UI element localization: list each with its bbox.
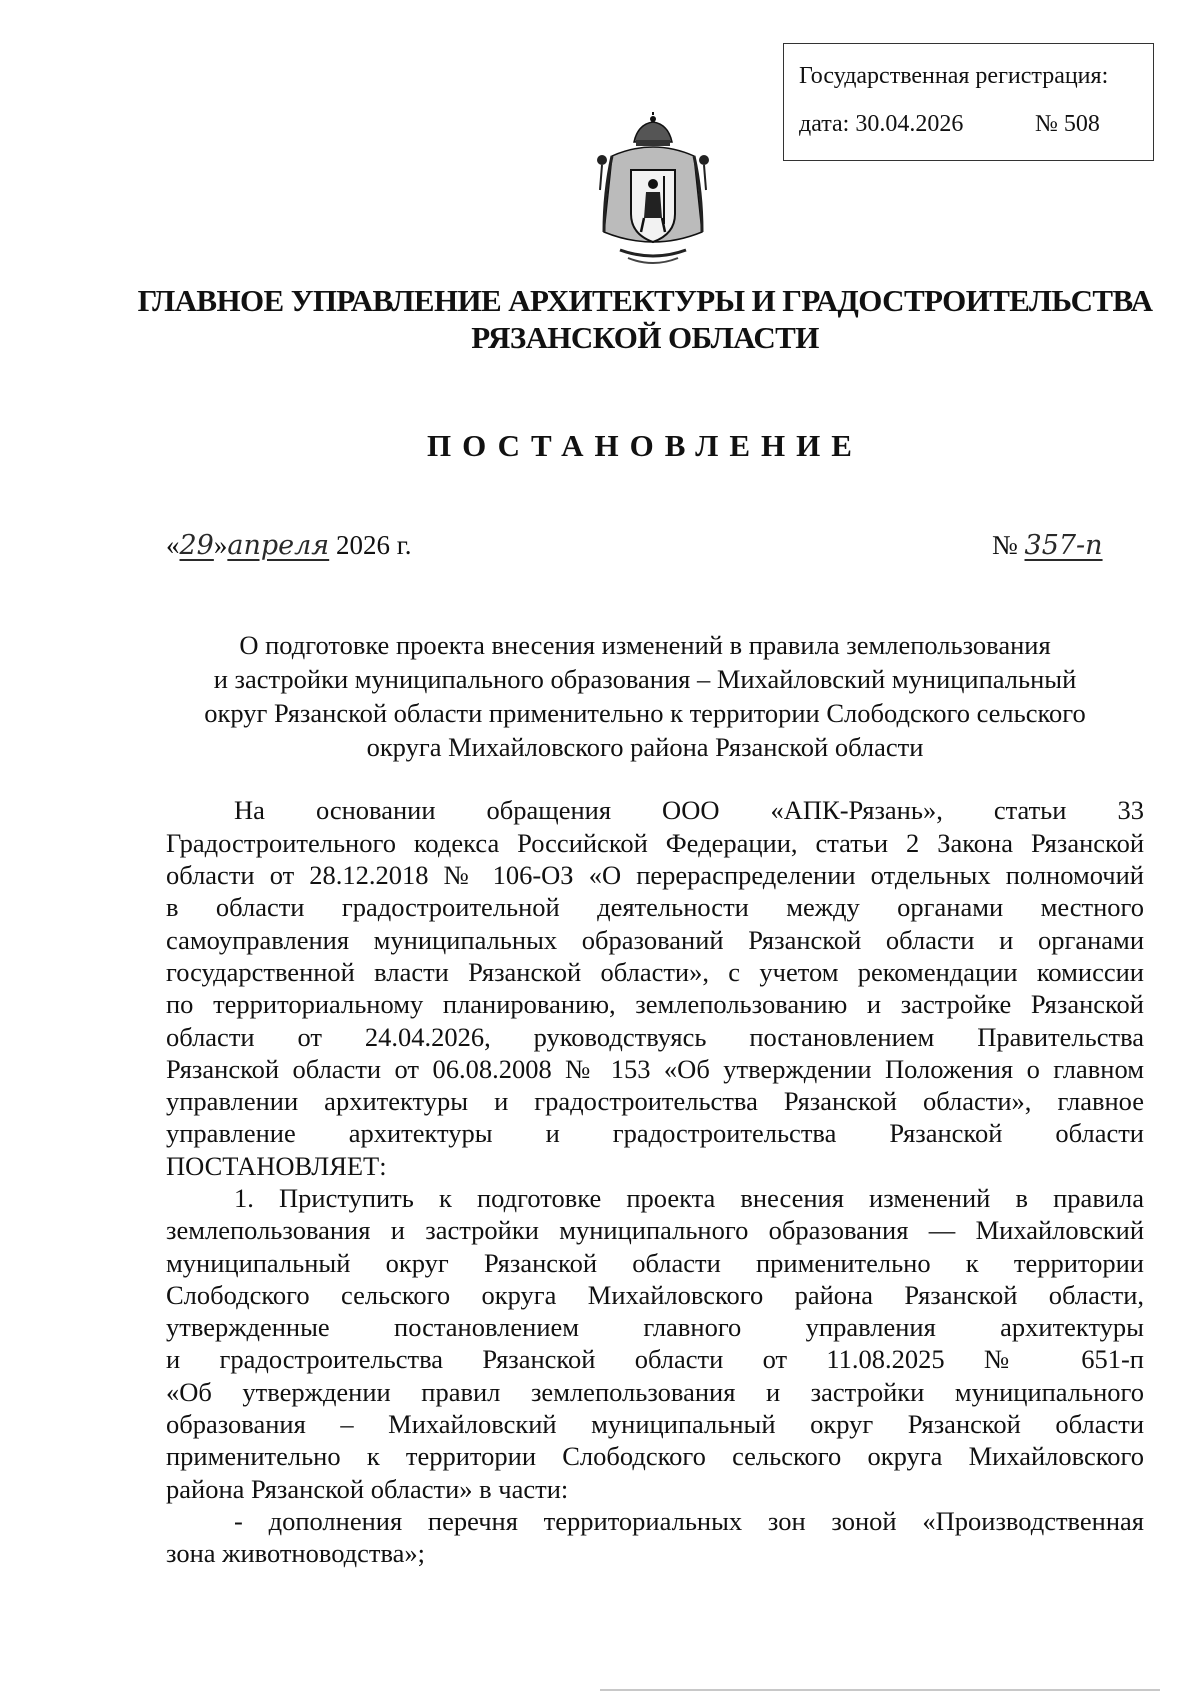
issue-number-prefix: №: [992, 530, 1018, 560]
quote-close: »: [213, 530, 228, 560]
subject-line: О подготовке проекта внесения изменений в правила землепользования: [239, 630, 1051, 660]
body-line: самоуправления муниципальных образований Рязанской области и органами: [166, 925, 1144, 955]
body-line: 1. Приступить к подготовке проекта внесения изменений в правила: [234, 1183, 1144, 1213]
agency-name-line-2: РЯЗАНСКОЙ ОБЛАСТИ: [471, 320, 819, 355]
body-line: утвержденные постановлением главного управления архитектуры: [166, 1312, 1144, 1342]
registration-title: Государственная регистрация:: [799, 63, 1109, 89]
issue-number: [992, 530, 1103, 561]
scan-artifact-divider: [600, 1689, 1160, 1691]
issue-month-handwritten: апреля: [227, 530, 330, 561]
issue-date: [166, 530, 411, 564]
body-line: в области градостроительной деятельности между органами местного: [166, 892, 1144, 922]
body-line: «Об утверждении правил землепользования и застройки муниципального: [166, 1377, 1144, 1407]
issue-number-handwritten: 357-п: [1024, 530, 1103, 561]
body-line: муниципальный округ Рязанской области применительно к территории: [166, 1248, 1144, 1278]
body-line: землепользования и застройки муниципального образования — Михайловский: [166, 1215, 1144, 1245]
body-line: управлении архитектуры и градостроительства Рязанской области», главное: [166, 1086, 1144, 1116]
body-line: зона животноводства»;: [166, 1538, 426, 1568]
agency-name-line-1: ГЛАВНОЕ УПРАВЛЕНИЕ АРХИТЕКТУРЫ И ГРАДОСТРОИТЕЛЬСТВА: [137, 283, 1153, 318]
body-line: области от 28.12.2018 № 106-ОЗ «О перераспределении отдельных полномочий: [166, 860, 1144, 890]
registration-stamp: [783, 43, 1154, 161]
body-line: Рязанской области от 06.08.2008 № 153 «Об утверждении Положения о главном: [166, 1054, 1144, 1084]
ryazan-coat-of-arms-icon: [584, 112, 722, 272]
body-line: Слободского сельского округа Михайловского района Рязанской области,: [166, 1280, 1144, 1310]
body-line: области от 24.04.2026, руководствуясь постановлением Правительства: [166, 1022, 1144, 1052]
body-line: образования – Михайловский муниципальный округ Рязанской области: [166, 1409, 1144, 1439]
body-line: - дополнения перечня территориальных зон зоной «Производственная: [234, 1506, 1144, 1536]
body-line: и градостроительства Рязанской области от 11.08.2025 № 651-п: [166, 1344, 1144, 1374]
body-line: На основании обращения ООО «АПК-Рязань», статьи 33: [234, 795, 1144, 825]
body-line: по территориальному планированию, землепользованию и застройке Рязанской: [166, 989, 1144, 1019]
registration-number: № 508: [1035, 111, 1100, 137]
body-line: Градостроительного кодекса Российской Федерации, статьи 2 Закона Рязанской: [166, 828, 1144, 858]
subject-line: округ Рязанской области применительно к территории Слободского сельского: [204, 698, 1086, 728]
registration-date: дата: 30.04.2026: [799, 111, 964, 137]
issue-day-handwritten: 29: [179, 530, 214, 561]
body-line: управление архитектуры и градостроительства Рязанской области: [166, 1118, 1144, 1148]
subject-line: и застройки муниципального образования – Михайловский муниципальный: [213, 664, 1077, 694]
body-line-decree: ПОСТАНОВЛЯЕТ:: [166, 1151, 387, 1181]
issue-year: 2026 г.: [335, 530, 412, 560]
body-line: применительно к территории Слободского сельского округа Михайловского: [166, 1441, 1144, 1471]
document-type-heading: ПОСТАНОВЛЕНИЕ: [427, 428, 863, 463]
subject-line: округа Михайловского района Рязанской области: [366, 732, 924, 762]
body-line: государственной власти Рязанской области», с учетом рекомендации комиссии: [166, 957, 1144, 987]
body-line: района Рязанской области» в части:: [166, 1474, 569, 1504]
quote-open: «: [166, 530, 180, 560]
